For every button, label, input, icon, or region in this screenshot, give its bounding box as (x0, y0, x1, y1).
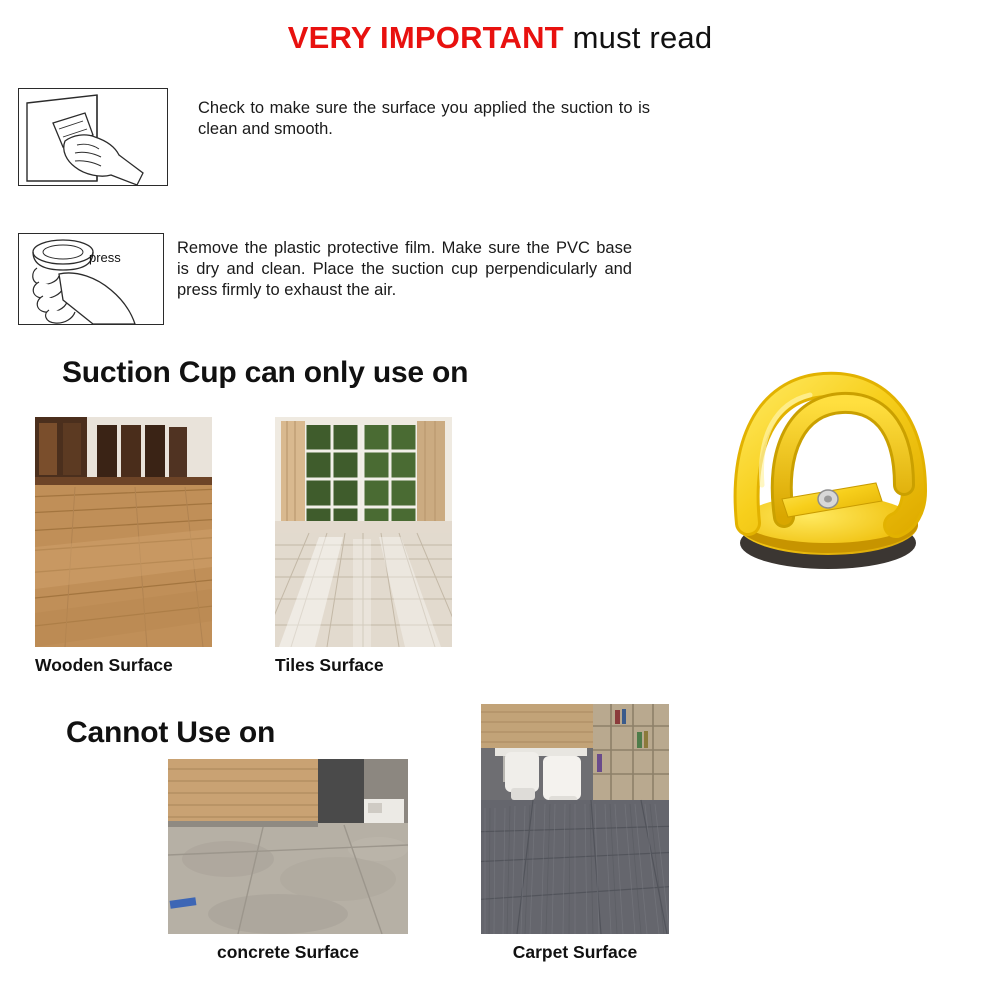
hand-pressing-suction-cup-icon (18, 233, 164, 325)
tile-wooden-surface (35, 417, 212, 676)
instruction-row-1 (18, 88, 650, 186)
page-title-emphasis: VERY IMPORTANT (287, 20, 564, 55)
tile-caption: Tiles Surface (275, 655, 384, 675)
tile-caption: Carpet Surface (512, 942, 638, 962)
carpet-floor-photo (481, 704, 669, 934)
product-photo (700, 285, 985, 570)
wooden-floor-photo (35, 417, 212, 647)
instruction-1-text: Check to make sure the surface you applied the suction to is clean and smooth. (198, 99, 650, 138)
page-title-rest: must read (563, 20, 713, 55)
page-title (0, 20, 1000, 56)
concrete-floor-photo (168, 759, 408, 934)
instruction-row-2 (18, 233, 632, 325)
tile-caption: Wooden Surface (35, 655, 173, 675)
press-label: press (89, 250, 121, 265)
instruction-2-text: Remove the plastic protective film. Make sure the PVC base is dry and clean. Place the suction cup perpendicularly and press firmly to exhaust the air. (177, 239, 632, 299)
tile-tiles-surface (275, 417, 452, 676)
tile-carpet-surface (481, 704, 669, 963)
hand-wiping-surface-icon (18, 88, 168, 186)
section-title-can-use: Suction Cup can only use on (62, 356, 469, 389)
tile-concrete-surface (168, 759, 408, 963)
tile-caption: concrete Surface (216, 942, 359, 962)
tiled-floor-photo (275, 417, 452, 647)
section-title-cannot-use: Cannot Use on (66, 716, 276, 749)
